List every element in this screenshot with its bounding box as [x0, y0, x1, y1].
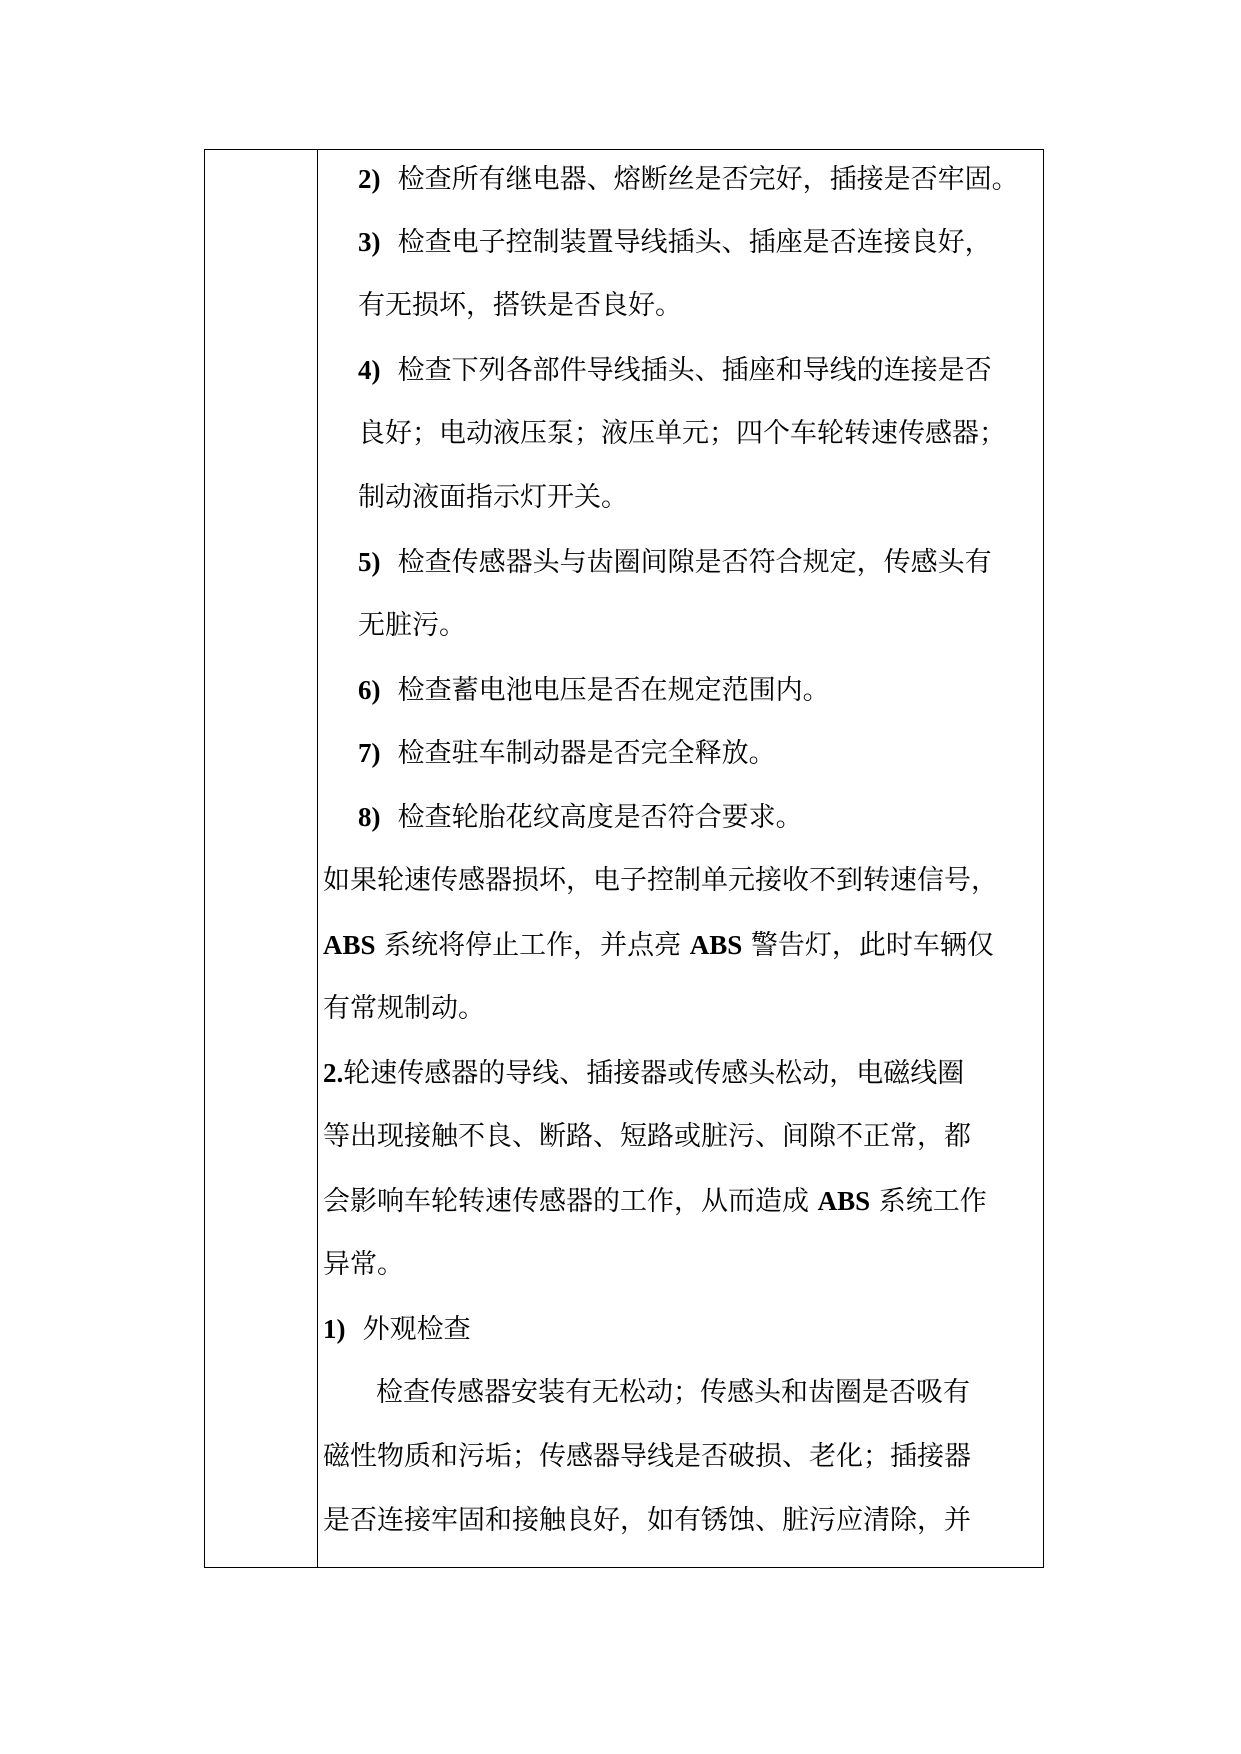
para-text: 等出现接触不良、断路、短路或脏污、间隙不正常，都 — [323, 1121, 971, 1152]
para-2-line-2 — [323, 1119, 971, 1155]
para-text: 磁性物质和污垢；传感器导线是否破损、老化；插接器 — [323, 1441, 971, 1472]
para-text: 警告灯，此时车辆仅 — [742, 930, 994, 961]
item-7-line — [358, 735, 776, 771]
item-text: 检查电子控制装置导线插头、插座是否连接良好， — [397, 227, 992, 258]
item-3-line-1 — [358, 224, 992, 260]
para-2-line-3 — [323, 1183, 987, 1219]
content-column — [318, 150, 1043, 1567]
para-text: 系统将停止工作，并点亮 — [375, 930, 690, 961]
para-text: 会影响车轮转速传感器的工作，从而造成 — [323, 1186, 818, 1217]
para-2-line-1 — [323, 1055, 964, 1091]
item-text: 无脏污。 — [358, 610, 466, 641]
label-column — [205, 150, 318, 1567]
item-number: 4) — [358, 355, 381, 385]
item-5-line-1 — [358, 544, 992, 580]
item-text: 检查蓄电池电压是否在规定范围内。 — [397, 675, 830, 706]
para-3-line-3 — [323, 1503, 971, 1539]
para-1-line-1 — [323, 863, 998, 899]
content-table — [204, 149, 1044, 1568]
para-text: 检查传感器安装有无松动；传感头和齿圈是否吸有 — [376, 1377, 970, 1408]
para-2-line-4 — [323, 1247, 404, 1283]
item-number: 5) — [358, 547, 381, 577]
item-text: 良好；电动液压泵；液压单元；四个车轮转速传感器； — [358, 418, 1006, 449]
para-text: 系统工作 — [870, 1186, 987, 1217]
para-3-line-2 — [323, 1439, 971, 1475]
item-5-line-2 — [358, 608, 466, 644]
abs-term: ABS — [323, 930, 376, 960]
abs-term: ABS — [817, 1186, 871, 1216]
para-1-line-3 — [323, 991, 485, 1027]
item-text: 检查轮胎花纹高度是否符合要求。 — [397, 802, 803, 833]
item-number: 7) — [358, 738, 381, 768]
section-number: 2. — [323, 1058, 344, 1088]
subheading-text: 外观检查 — [362, 1314, 471, 1345]
item-text: 检查传感器头与齿圈间隙是否符合规定，传感头有 — [397, 547, 992, 578]
item-8-line — [358, 799, 803, 835]
item-text: 检查下列各部件导线插头、插座和导线的连接是否 — [397, 355, 992, 386]
item-4-line-3 — [358, 480, 628, 516]
item-text: 检查驻车制动器是否完全释放。 — [397, 738, 776, 769]
item-4-line-2 — [358, 416, 1006, 452]
para-text: 轮速传感器的导线、插接器或传感头松动，电磁线圈 — [343, 1058, 965, 1089]
para-3-line-1 — [376, 1375, 970, 1411]
item-text: 检查所有继电器、熔断丝是否完好，插接是否牢固。 — [397, 164, 1019, 195]
item-number: 8) — [358, 802, 381, 832]
subheading-number: 1) — [323, 1314, 346, 1344]
abs-term: ABS — [689, 930, 743, 960]
item-text: 有无损坏，搭铁是否良好。 — [358, 290, 682, 321]
item-number: 3) — [358, 227, 381, 257]
para-1-line-2 — [323, 927, 994, 963]
item-number: 2) — [358, 164, 381, 194]
item-4-line-1 — [358, 352, 992, 388]
item-6-line — [358, 672, 830, 708]
para-text: 异常。 — [323, 1249, 404, 1280]
item-text: 制动液面指示灯开关。 — [358, 482, 628, 513]
para-text: 有常规制动。 — [323, 993, 485, 1024]
para-text: 是否连接牢固和接触良好，如有锈蚀、脏污应清除，并 — [323, 1505, 971, 1536]
item-number: 6) — [358, 675, 381, 705]
para-text: 如果轮速传感器损坏，电子控制单元接收不到转速信号， — [323, 865, 998, 896]
subheading-line — [323, 1311, 471, 1347]
item-2-line — [358, 161, 1019, 197]
item-3-line-2 — [358, 288, 682, 324]
